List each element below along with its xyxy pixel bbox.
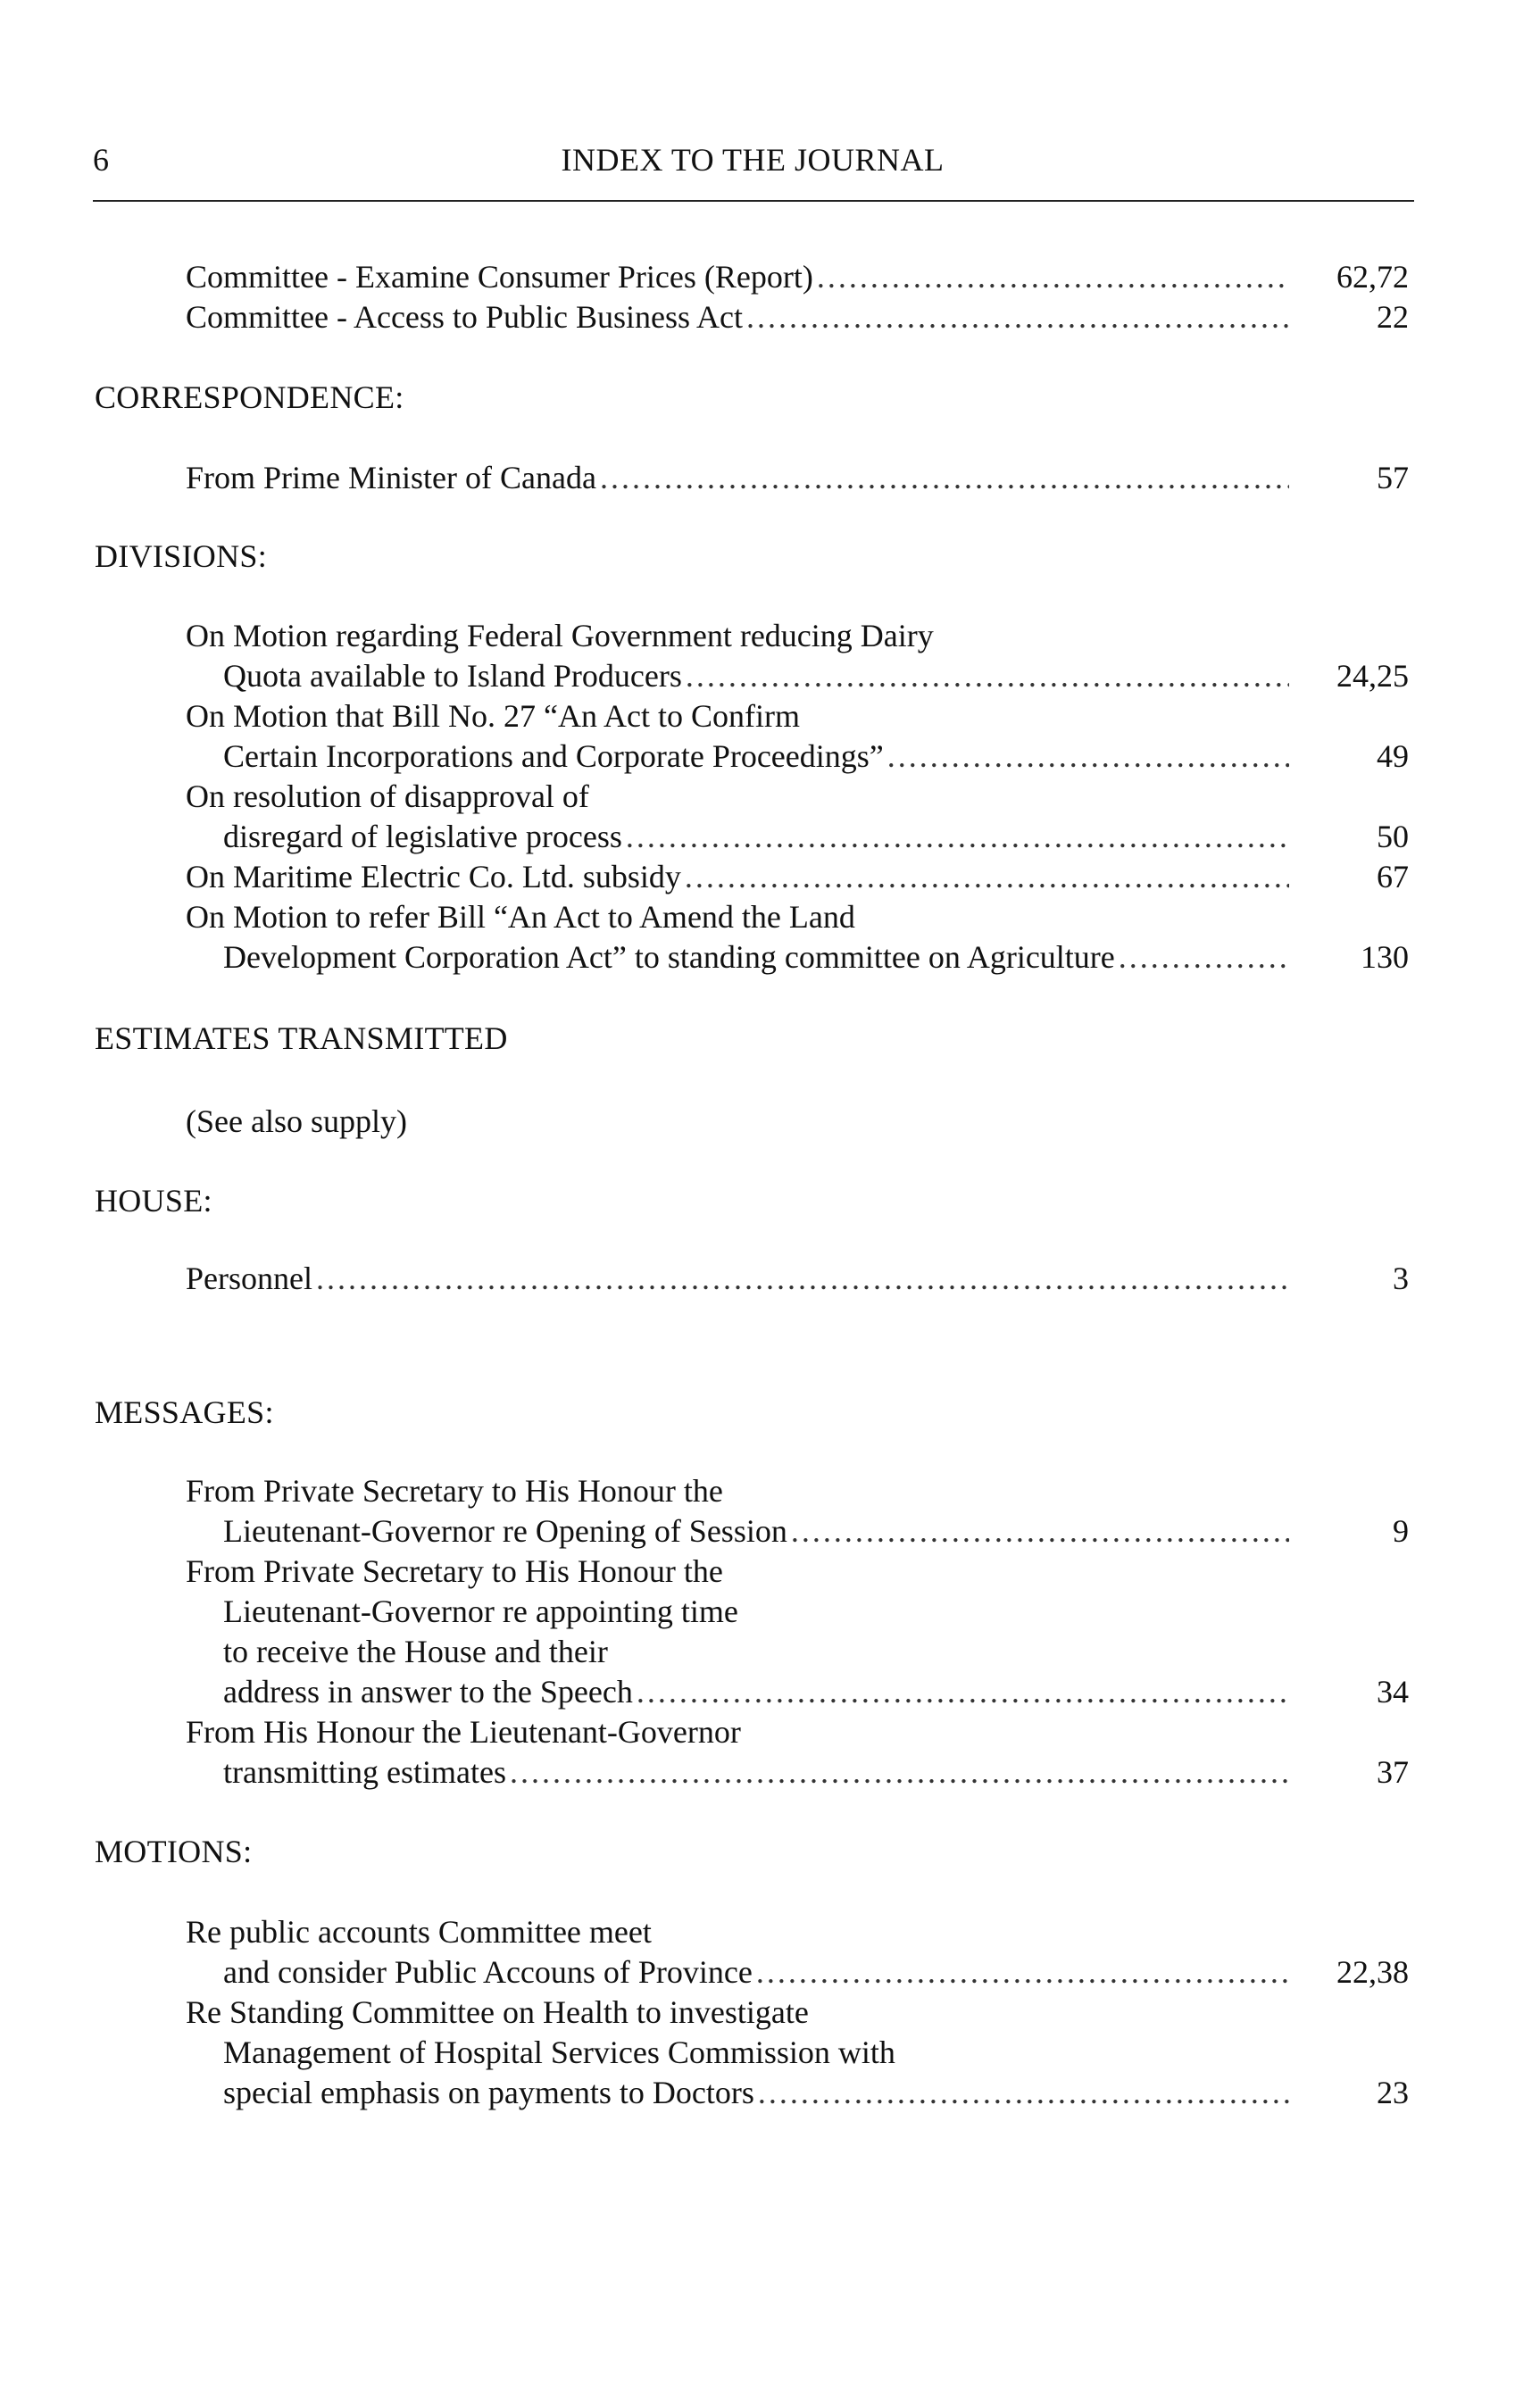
leader-dots [817,257,1289,297]
entry-line: On Motion to refer Bill “An Act to Amend the Land [186,899,855,935]
entry-pages: 62,72 [1336,259,1409,295]
section-heading-correspondence: CORRESPONDENCE: [95,379,404,415]
entry-text: From Prime Minister of Canada [186,460,596,495]
entry-pages: 3 [1393,1261,1409,1296]
leader-dots [756,1952,1289,1993]
index-entry-prime-minister [186,458,1409,498]
entry-text: Personnel [186,1261,312,1296]
index-entry-appointing-time [186,1552,1409,1712]
entry-line: Re public accounts Committee meet [186,1914,652,1950]
running-title: INDEX TO THE JOURNAL [561,142,945,178]
leader-dots [887,736,1289,777]
section-heading-estimates: ESTIMATES TRANSMITTED [95,1020,508,1056]
entry-line: to receive the House and their [223,1634,608,1669]
entry-text: Committee - Examine Consumer Prices (Report) [186,259,813,295]
entry-text: Quota available to Island Producers [223,658,682,694]
section-heading-messages: MESSAGES: [95,1394,274,1430]
section-heading-motions: MOTIONS: [95,1834,253,1869]
entry-text: and consider Public Accouns of Province [223,1954,753,1990]
see-also-note: (See also supply) [186,1103,407,1139]
index-entry-dairy-quota [186,616,1409,696]
entry-line: Re Standing Committee on Health to investigate [186,1994,809,2030]
leader-dots [685,857,1289,897]
entry-line: Lieutenant-Governor re appointing time [223,1593,738,1629]
index-entry-committee-public-business [186,297,1409,337]
entry-text: address in answer to the Speech [223,1674,633,1710]
leader-dots [637,1672,1289,1712]
entry-text: transmitting estimates [223,1754,506,1790]
entry-pages: 34 [1377,1674,1409,1710]
index-entry-health-committee [186,1993,1409,2113]
index-entry-disapproval [186,777,1409,857]
index-entry-bill-27 [186,696,1409,777]
entry-pages: 9 [1393,1513,1409,1549]
entry-pages: 67 [1377,859,1409,894]
entry-pages: 22,38 [1336,1954,1409,1990]
index-entry-public-accounts [186,1912,1409,1993]
entry-text: Lieutenant-Governor re Opening of Session [223,1513,787,1549]
entry-text: On Maritime Electric Co. Ltd. subsidy [186,859,681,894]
entry-text: Committee - Access to Public Business Act [186,299,743,335]
leader-dots [316,1259,1289,1299]
entry-text: Development Corporation Act” to standing committee on Agriculture [223,939,1115,975]
entry-text: Certain Incorporations and Corporate Proceedings” [223,738,884,774]
section-heading-divisions: DIVISIONS: [95,538,268,574]
entry-line: On resolution of disapproval of [186,778,589,814]
leader-dots [758,2073,1289,2113]
entry-pages: 49 [1377,738,1409,774]
leader-dots [791,1511,1289,1552]
entry-pages: 37 [1377,1754,1409,1790]
leader-dots [626,817,1289,857]
index-entry-personnel [186,1259,1409,1299]
leader-dots [686,656,1289,696]
entry-line: On Motion regarding Federal Government reducing Dairy [186,618,934,653]
entry-pages: 50 [1377,819,1409,854]
entry-pages: 57 [1377,460,1409,495]
index-entry-transmitting-estimates [186,1712,1409,1793]
entry-pages: 130 [1361,939,1409,975]
index-entry-committee-consumer-prices [186,257,1409,297]
entry-text: special emphasis on payments to Doctors [223,2075,754,2110]
entry-line: On Motion that Bill No. 27 “An Act to Confirm [186,698,800,734]
entry-pages: 22 [1377,299,1409,335]
entry-pages: 24,25 [1336,658,1409,694]
leader-dots [600,458,1289,498]
entry-text: disregard of legislative process [223,819,622,854]
leader-dots [1119,937,1289,978]
page-number: 6 [93,142,109,178]
leader-dots [510,1752,1289,1793]
index-entry-land-development [186,897,1409,978]
index-entry-opening-session [186,1471,1409,1552]
leader-dots [746,297,1289,337]
entry-line: From Private Secretary to His Honour the [186,1473,723,1509]
section-heading-house: HOUSE: [95,1183,212,1219]
entry-line: From Private Secretary to His Honour the [186,1553,723,1589]
entry-line: Management of Hospital Services Commission with [223,2034,895,2070]
entry-pages: 23 [1377,2075,1409,2110]
index-entry-maritime-electric [186,857,1409,897]
entry-line: From His Honour the Lieutenant-Governor [186,1714,741,1750]
